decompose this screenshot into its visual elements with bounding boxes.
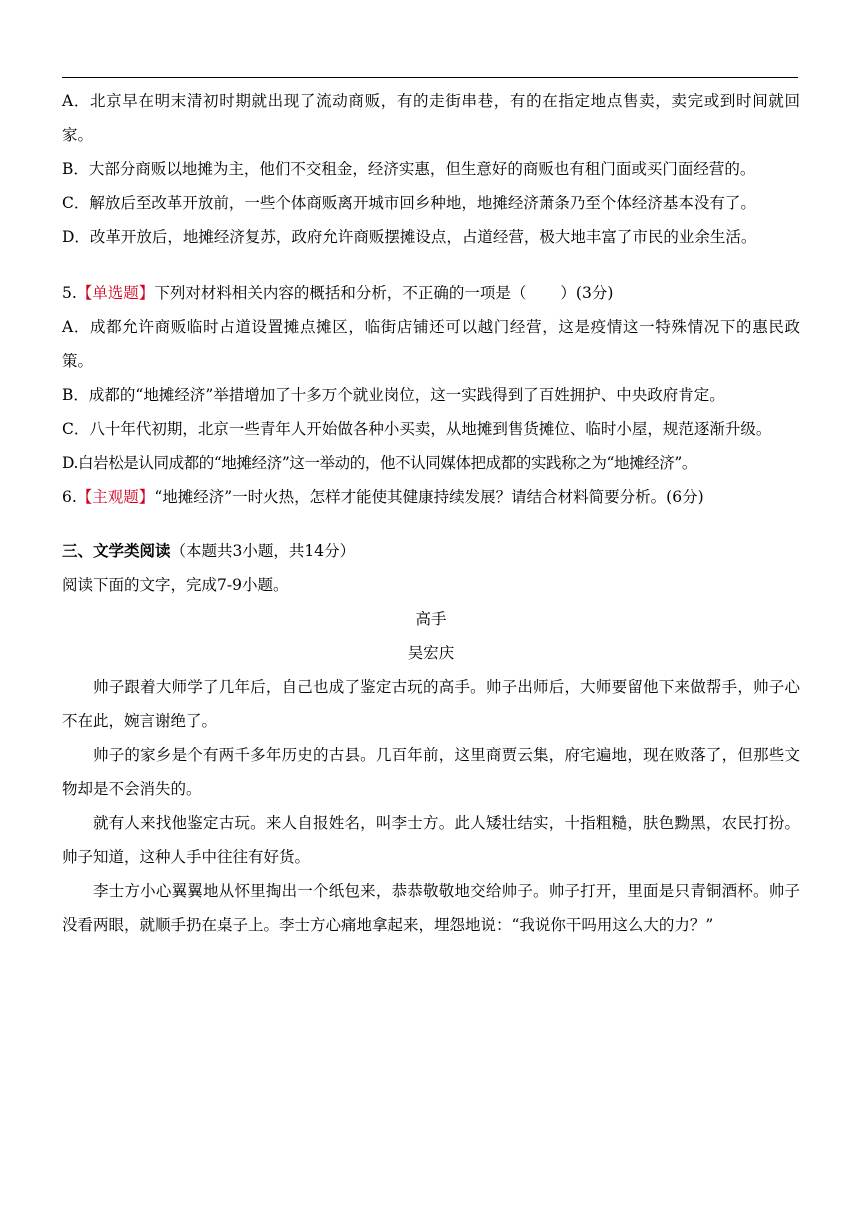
story-paragraph: 就有人来找他鉴定古玩。来人自报姓名，叫李士方。此人矮壮结实，十指粗糙，肤色黝黑，农民打扮。帅子知道，这种人手中往往有好货。	[62, 814, 800, 866]
story-paragraph: 李士方小心翼翼地从怀里掏出一个纸包来，恭恭敬敬地交给帅子。帅子打开，里面是只青铜酒杯。帅子没看两眼，就顺手扔在桌子上。李士方心痛地拿起来，埋怨地说：“我说你干吗用这么大的力？”	[62, 882, 800, 934]
q6-number: 6.	[62, 488, 77, 506]
story-paragraph: 帅子的家乡是个有两千多年历史的古县。几百年前，这里商贾云集，府宅遍地，现在败落了，但那些文物却是不会消失的。	[62, 746, 800, 798]
section-title: 三、文学类阅读	[62, 541, 171, 560]
spacer	[62, 254, 800, 276]
section-heading	[62, 534, 800, 568]
q5-score: ）(3分)	[560, 284, 614, 302]
q4-option-b: B．大部分商贩以地摊为主，他们不交租金，经济实惠，但生意好的商贩也有租门面或买门面经营的。	[62, 160, 756, 178]
q5-number: 5.	[62, 284, 77, 302]
q5-option-c: C．八十年代初期，北京一些青年人开始做各种小买卖，从地摊到售货摊位、临时小屋，规范逐渐升级。	[62, 420, 772, 438]
document-body	[62, 84, 800, 942]
spacer	[62, 514, 800, 534]
q5-option-d: D.白岩松是认同成都的“地摊经济”这一举动的，他不认同媒体把成都的实践称之为“地摊经济”。	[62, 454, 698, 472]
q6-stem	[62, 480, 800, 514]
q4-option-c: C．解放后至改革开放前，一些个体商贩离开城市回乡种地，地摊经济萧条乃至个体经济基本没有了。	[62, 194, 756, 212]
q5-stem	[62, 276, 800, 310]
q5-stem-text: 下列对材料相关内容的概括和分析，不正确的一项是（	[154, 284, 527, 302]
section-note: （本题共3小题，共14分）	[170, 542, 356, 560]
q5-type-tag: 【单选题】	[76, 284, 155, 302]
section-instruction: 阅读下面的文字，完成7-9小题。	[62, 576, 289, 594]
q4-option-d: D．改革开放后，地摊经济复苏，政府允许商贩摆摊设点，占道经营，极大地丰富了市民的业余生活。	[62, 228, 757, 246]
q6-stem-text: “地摊经济”一时火热，怎样才能使其健康持续发展？请结合材料简要分析。(6分)	[154, 488, 704, 506]
header-rule	[62, 77, 798, 78]
q4-option-a: A．北京早在明末清初时期就出现了流动商贩，有的走街串巷，有的在指定地点售卖，卖完或到时间就回家。	[62, 92, 800, 144]
story-paragraph: 帅子跟着大师学了几年后，自己也成了鉴定古玩的高手。帅子出师后，大师要留他下来做帮手，帅子心不在此，婉言谢绝了。	[62, 678, 800, 730]
q5-option-b: B．成都的“地摊经济”举措增加了十多万个就业岗位，这一实践得到了百姓拥护、中央政府肯定。	[62, 386, 725, 404]
story-author: 吴宏庆	[407, 644, 455, 662]
story-title: 高手	[415, 610, 447, 628]
q5-option-a: A．成都允许商贩临时占道设置摊点摊区，临街店铺还可以越门经营，这是疫情这一特殊情况下的惠民政策。	[62, 318, 800, 370]
q6-type-tag: 【主观题】	[76, 488, 155, 506]
